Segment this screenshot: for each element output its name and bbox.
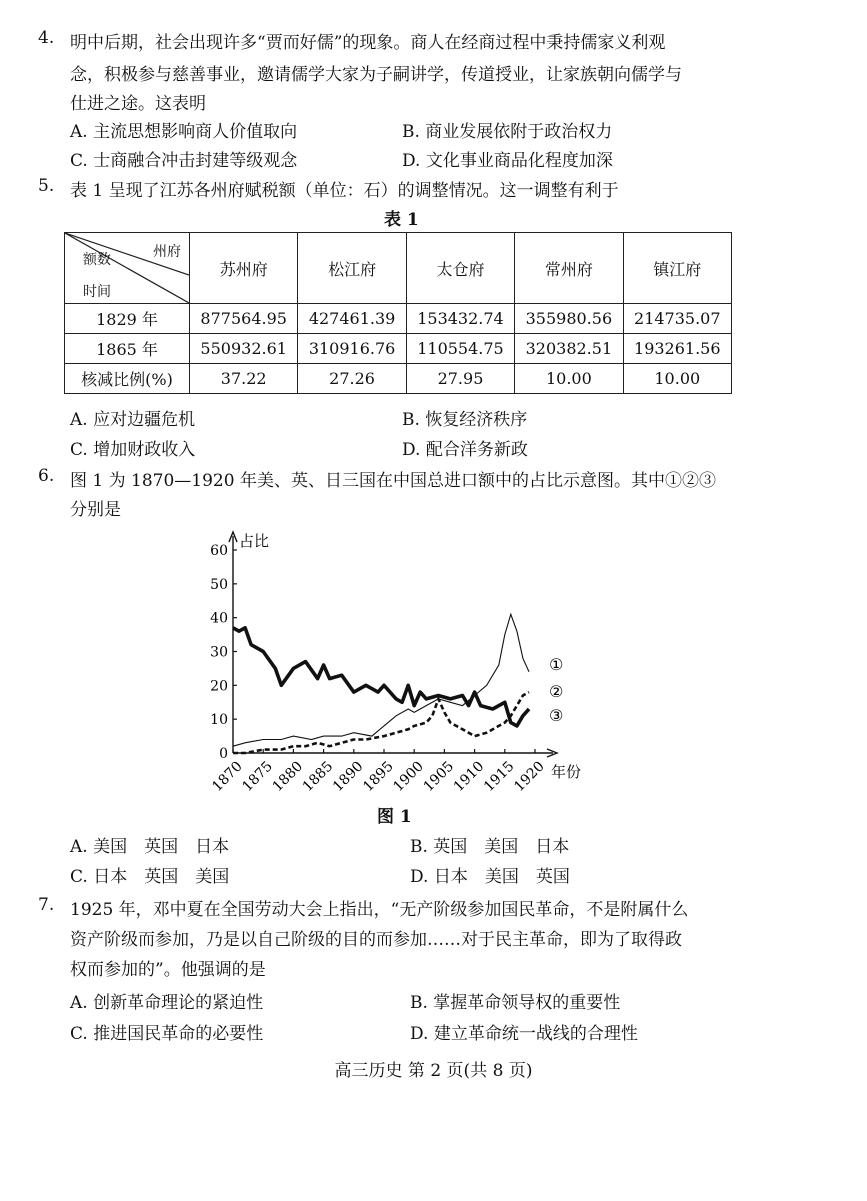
q6-option-d: D. 日本 美国 英国 — [410, 867, 570, 887]
table-cell: 214735.07 — [623, 304, 731, 334]
table-cell: 27.26 — [298, 364, 406, 394]
x-tick-label: 1895 — [360, 758, 397, 795]
table-cell: 193261.56 — [623, 334, 731, 364]
q4-option-a: A. 主流思想影响商人价值取向 — [70, 122, 298, 142]
y-axis-label: 占比 — [239, 532, 270, 550]
table-row — [65, 304, 732, 334]
x-tick-label: 1920 — [511, 758, 548, 795]
q6-number: 6. — [38, 466, 55, 486]
row-label: 1865 年 — [65, 334, 190, 364]
q4-option-c: C. 士商融合冲击封建等级观念 — [70, 151, 298, 171]
col-header: 太仓府 — [406, 233, 514, 304]
table-cell: 550932.61 — [190, 334, 298, 364]
table-title: 表 1 — [384, 210, 419, 230]
table-row — [65, 334, 732, 364]
x-tick-label: 1875 — [239, 758, 276, 795]
corner-label-prefecture: 州府 — [153, 244, 181, 260]
col-header: 松江府 — [298, 233, 406, 304]
q7-number: 7. — [38, 895, 55, 915]
row-label: 核减比例(%) — [65, 364, 190, 394]
table-row — [65, 364, 732, 394]
x-tick-label: 1870 — [209, 758, 246, 795]
x-tick-label: 1890 — [330, 758, 367, 795]
table-cell: 310916.76 — [298, 334, 406, 364]
series-label-1: ① — [548, 655, 564, 675]
tax-table — [64, 232, 732, 394]
q7-stem-line-3: 权而参加的”。他强调的是 — [70, 960, 266, 980]
x-tick-label: 1905 — [420, 758, 458, 795]
q6-option-b: B. 英国 美国 日本 — [410, 837, 570, 857]
q7-stem-line-1: 1925 年，邓中夏在全国劳动大会上指出，“无产阶级参加国民革命，不是附属什么 — [70, 900, 689, 920]
q7-option-b: B. 掌握革命领导权的重要性 — [410, 993, 621, 1013]
col-header: 常州府 — [515, 233, 623, 304]
y-tick-label: 40 — [210, 610, 228, 627]
table-cell: 320382.51 — [515, 334, 623, 364]
q4-stem-line-1: 明中后期，社会出现许多“贾而好儒”的现象。商人在经商过程中秉持儒家义利观 — [70, 33, 666, 53]
x-tick-label: 1880 — [269, 758, 307, 795]
q5-option-b: B. 恢复经济秩序 — [402, 410, 528, 430]
q6-option-c: C. 日本 英国 美国 — [70, 867, 230, 887]
table-cell: 27.95 — [406, 364, 514, 394]
q5-option-c: C. 增加财政收入 — [70, 440, 196, 460]
table-corner-cell — [65, 233, 190, 304]
q7-option-d: D. 建立革命统一战线的合理性 — [410, 1024, 638, 1044]
page-footer: 高三历史 第 2 页(共 8 页) — [334, 1061, 533, 1081]
corner-label-time: 时间 — [83, 284, 111, 300]
q6-stem-line-1: 图 1 为 1870—1920 年美、英、日三国在中国总进口额中的占比示意图。其中①②③ — [70, 471, 716, 491]
x-tick-label: 1885 — [299, 758, 337, 795]
q7-option-c: C. 推进国民革命的必要性 — [70, 1024, 264, 1044]
x-tick-label: 1910 — [450, 758, 488, 795]
y-tick-label: 10 — [210, 712, 228, 729]
table-cell: 427461.39 — [298, 304, 406, 334]
q6-stem-line-2: 分别是 — [70, 500, 121, 520]
row-label: 1829 年 — [65, 304, 190, 334]
col-header: 镇江府 — [623, 233, 731, 304]
q4-option-b: B. 商业发展依附于政治权力 — [402, 122, 613, 142]
x-tick-label: 1900 — [390, 758, 427, 795]
q5-option-d: D. 配合洋务新政 — [402, 440, 528, 460]
q5-number: 5. — [38, 176, 55, 196]
y-tick-label: 60 — [210, 543, 228, 559]
q4-option-d: D. 文化事业商品化程度加深 — [402, 151, 613, 171]
series-label-3: ③ — [548, 705, 564, 725]
q4-stem-line-3: 仕进之途。这表明 — [70, 94, 206, 114]
import-share-chart — [205, 525, 625, 795]
q5-stem: 表 1 呈现了江苏各州府赋税额（单位：石）的调整情况。这一调整有利于 — [70, 181, 619, 201]
x-tick-label: 1915 — [481, 758, 518, 795]
q6-option-a: A. 美国 英国 日本 — [70, 837, 230, 857]
table-cell: 877564.95 — [190, 304, 298, 334]
y-tick-label: 30 — [210, 644, 228, 661]
figure-caption: 图 1 — [377, 807, 412, 827]
table-cell: 355980.56 — [515, 304, 623, 334]
series-label-2: ② — [548, 682, 564, 702]
q5-option-a: A. 应对边疆危机 — [70, 410, 196, 430]
x-axis-label: 年份 — [551, 763, 582, 781]
corner-label-amount: 额数 — [83, 252, 111, 268]
table-cell: 10.00 — [623, 364, 731, 394]
col-header: 苏州府 — [190, 233, 298, 304]
q4-number: 4. — [38, 28, 55, 48]
y-tick-label: 50 — [210, 576, 228, 593]
series-line-1 — [233, 614, 529, 746]
q7-option-a: A. 创新革命理论的紧迫性 — [70, 993, 264, 1013]
table-cell: 10.00 — [515, 364, 623, 394]
y-tick-label: 0 — [219, 746, 228, 762]
series-line-2 — [233, 628, 529, 726]
table-cell: 153432.74 — [406, 304, 514, 334]
table-cell: 110554.75 — [406, 334, 514, 364]
series-line-3 — [233, 692, 529, 753]
q7-stem-line-2: 资产阶级而参加，乃是以自己阶级的目的而参加……对于民主革命，即为了取得政 — [70, 930, 682, 950]
table-cell: 37.22 — [190, 364, 298, 394]
q4-stem-line-2: 念，积极参与慈善事业，邀请儒学大家为子嗣讲学，传道授业，让家族朝向儒学与 — [70, 65, 682, 85]
y-tick-label: 20 — [210, 678, 228, 695]
